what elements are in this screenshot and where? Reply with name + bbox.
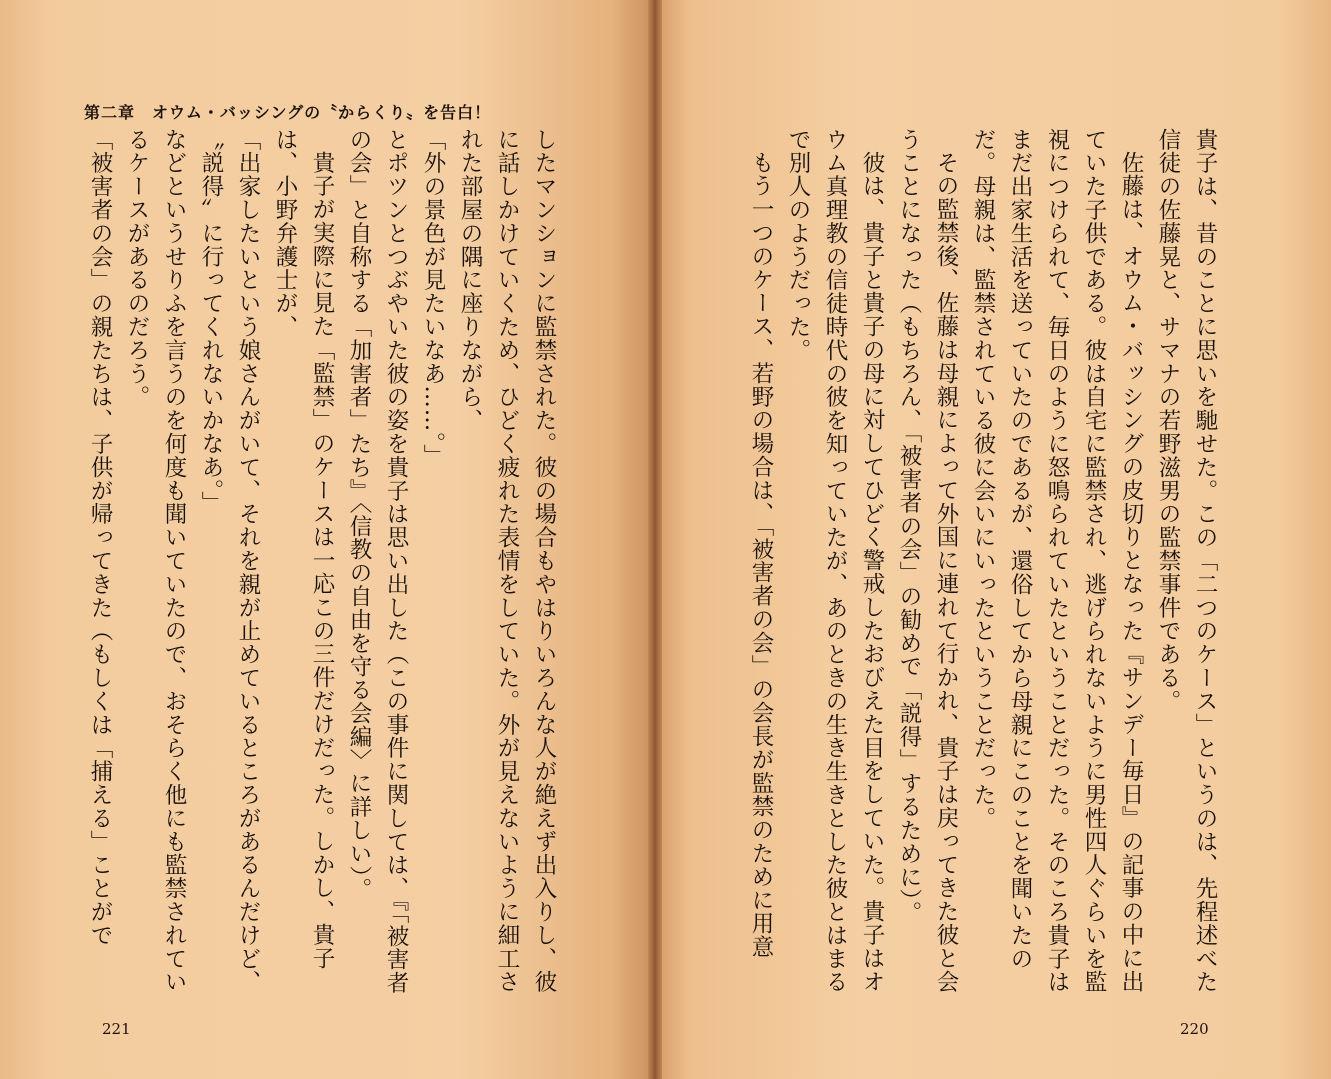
paragraph: したマンションに監禁された。彼の場合もやはりいろんな人が絶えず出入りし、彼に話しかけていくため、ひどく疲れた表情をしていた。外が見えないように細工された部屋の隅に座りながら、	[457, 128, 557, 994]
left-page-body	[87, 128, 562, 1008]
left-page	[0, 0, 656, 1079]
paragraph: とポツンとつぶやいた彼の姿を貴子は思い出した（この事件に関しては、『「被害者の会」と自称する「加害者」たち』〈信教の自由を守る会編〉に詳しい）。	[346, 128, 409, 995]
paragraph: などというせりふを言うのを何度も聞いていたので、おそらく他にも監禁されているケースがあるのだろう。	[124, 128, 187, 994]
paragraph: その監禁後、佐藤は母親によって外国に連れて行かれ、貴子は戻ってきた彼と会うことになった（もちろん、「被害者の会」の勧めで「説得」するために）。	[896, 128, 959, 993]
running-head: 第二章 オウム・バッシングの〝からくり〟を告白！	[84, 103, 492, 122]
paragraph: もう一つのケース、若野の場合は、「被害者の会」の会長が監禁のために用意	[748, 150, 774, 959]
paragraph: 佐藤は、オウム・バッシングの皮切りとなった『サンデー毎日』の記事の中に出ていた子供である。彼は自宅に監禁され、逃げられないように男性四人ぐらいを監視につけられて、毎日のように怒鳴られていたということだった。そのころ貴子はまだ出家生活を送っていたのであるが、還俗してから母親にこのことを聞いたのだ。母親は、監禁されている彼に会いにいったということだった。	[970, 128, 1144, 994]
book-gutter	[648, 0, 662, 1079]
paragraph: 貴子は、昔のことに思いを馳せた。この「二つのケース」というのは、先程述べた信徒の佐藤晃と、サマナの若野滋男の監禁事件である。	[1155, 128, 1218, 994]
paragraph: 「外の景色が見たいなあ……。」	[420, 128, 446, 468]
right-page	[656, 0, 1331, 1079]
paragraph: 彼は、貴子と貴子の母に対してひどく警戒したおびえた目をしていた。貴子はオウム真理教の信徒時代の彼を知っていたが、あのときの生き生きとした彼とはまるで別人のようだった。	[785, 128, 885, 994]
right-page-body	[748, 128, 1223, 1008]
paragraph: 貴子が実際に見た「監禁」のケースは一応この三件だけだった。しかし、貴子は、小野弁護士が、	[272, 128, 335, 970]
page-number-right: 220	[1180, 1020, 1209, 1038]
paragraph: 「出家したいという娘さんがいて、それを親が止めているところがあるんだけど、〝説得〟に行ってくれないかなあ。」	[198, 128, 261, 994]
page-number-left: 221	[102, 1020, 131, 1038]
paragraph: 「被害者の会」の親たちは、子供が帰ってきた（もしくは「捕える」ことがで	[87, 128, 113, 947]
